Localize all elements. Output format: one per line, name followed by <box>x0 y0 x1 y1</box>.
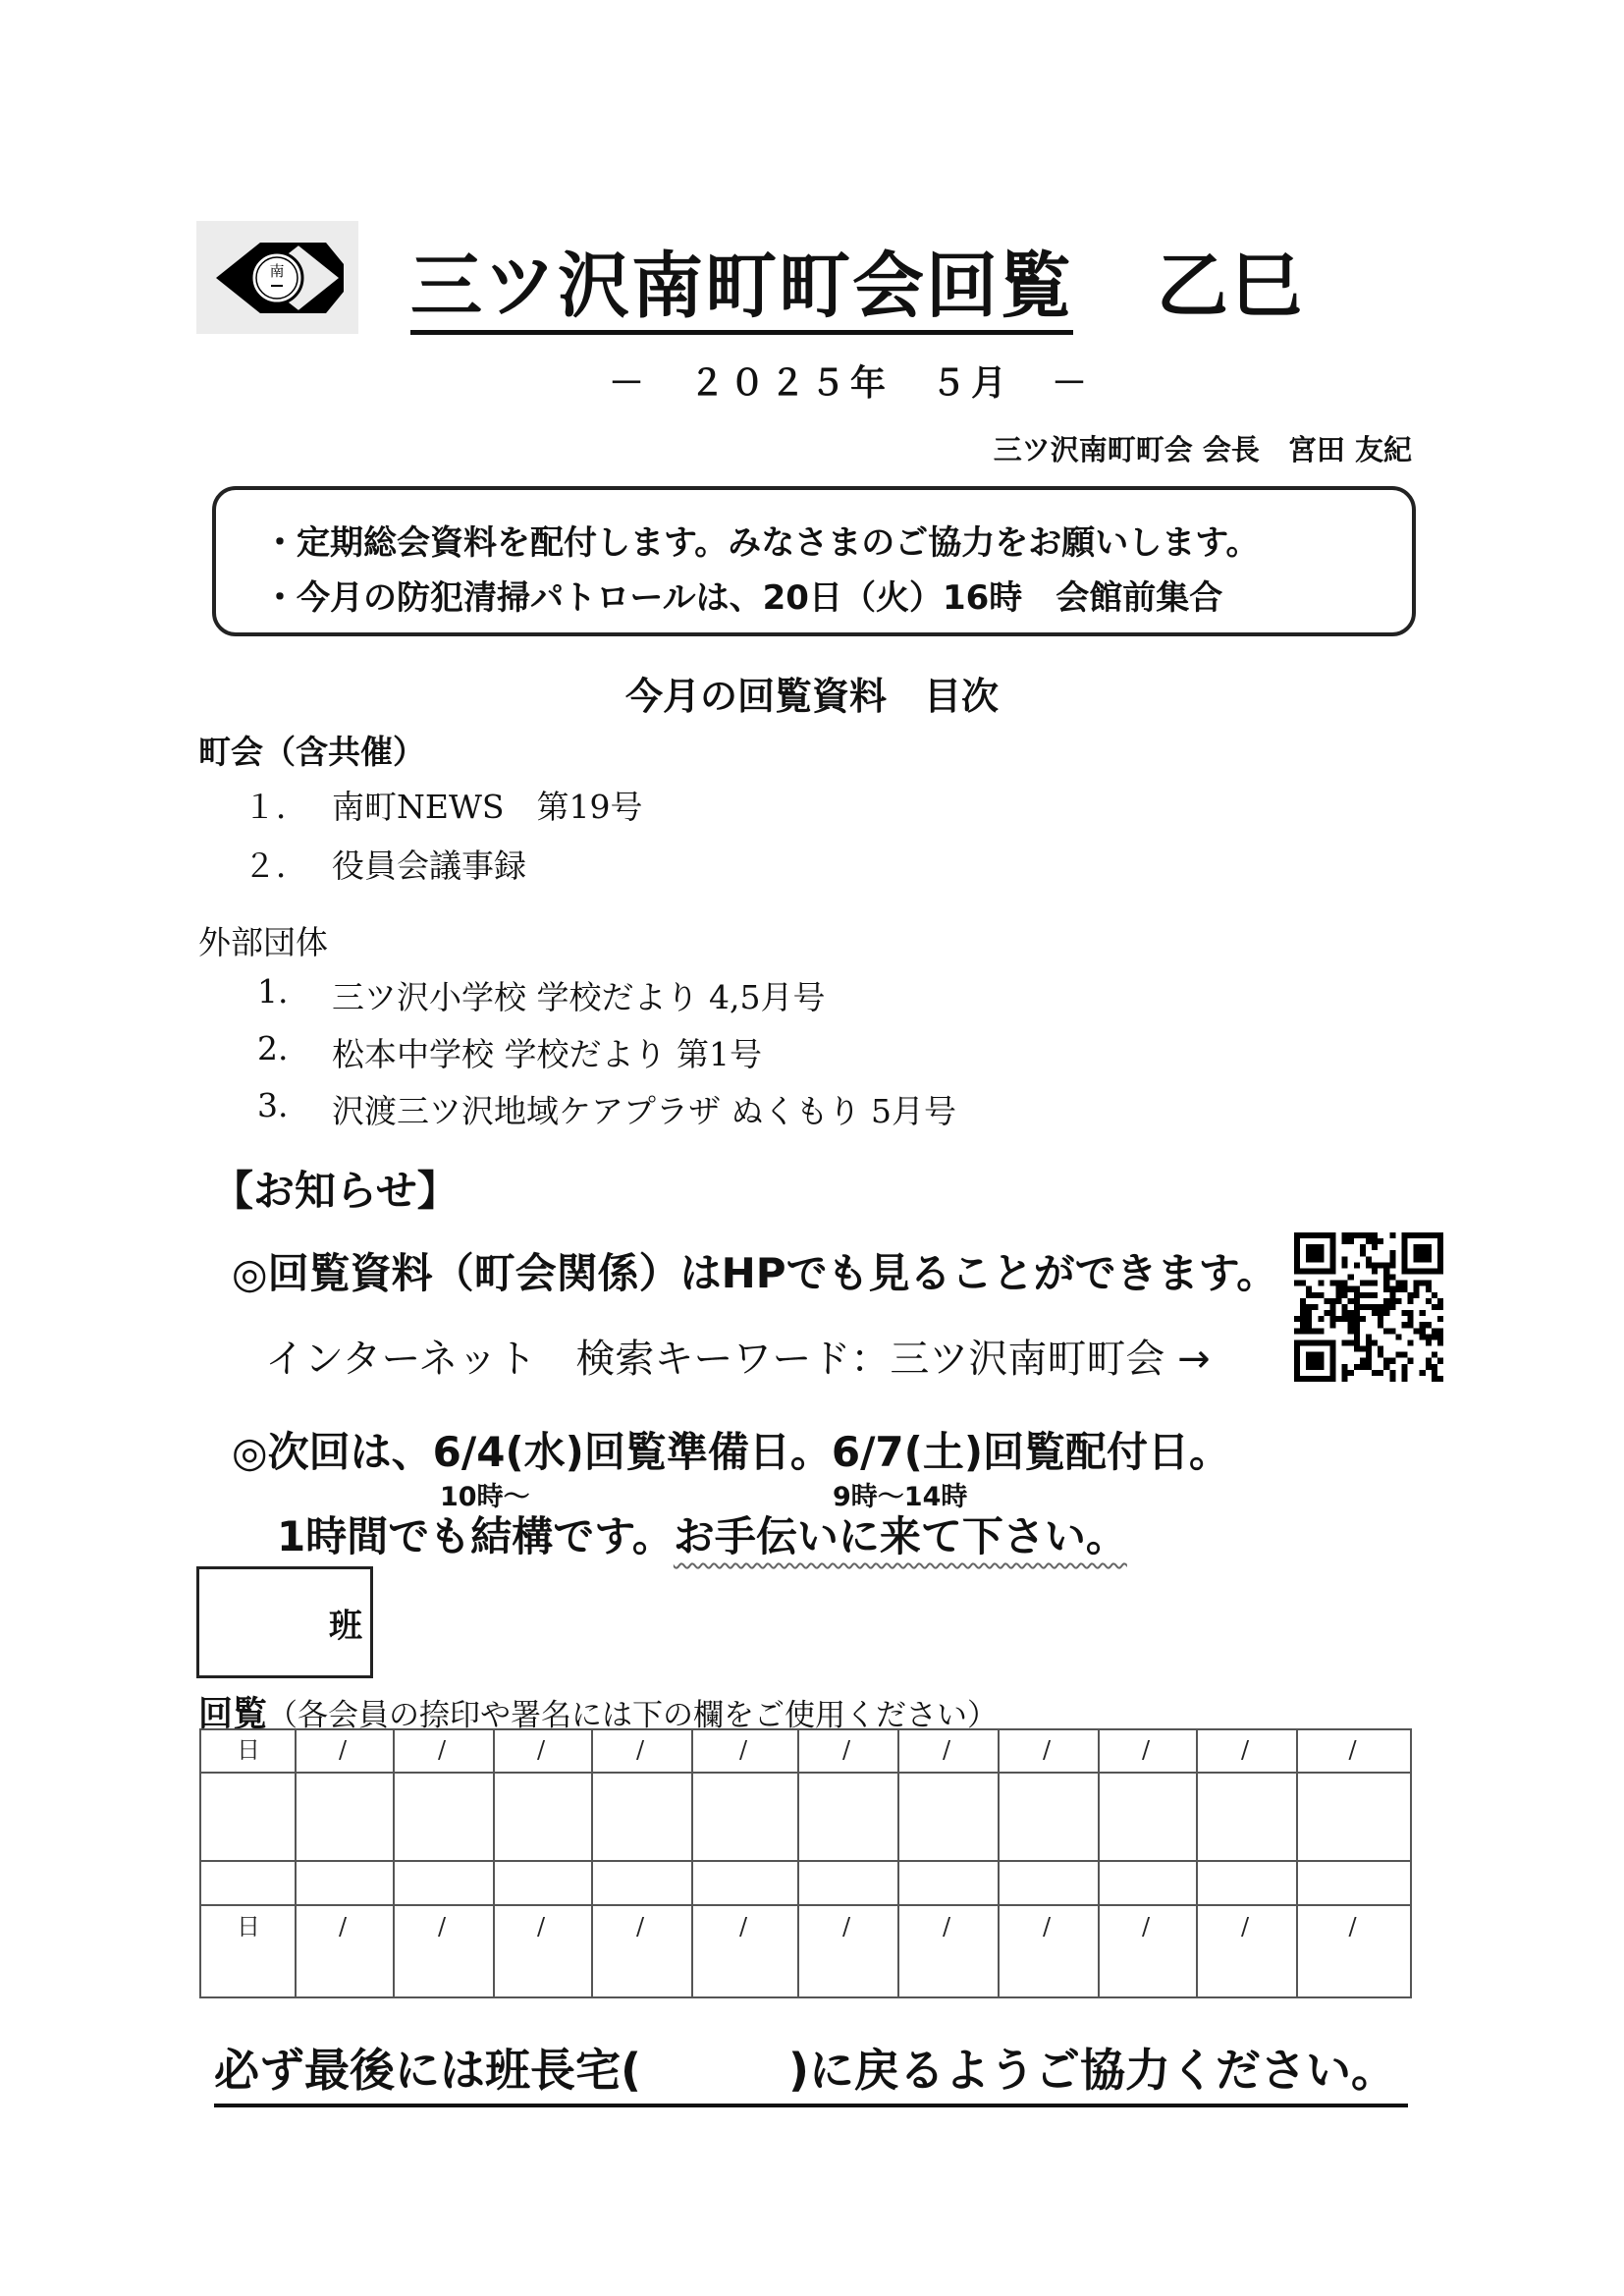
section-external-title: 外部団体 <box>198 923 328 961</box>
date-slash: / <box>739 1913 748 1941</box>
date-slash: / <box>1142 1736 1151 1764</box>
section-chokai-title: 町会（含共催） <box>198 733 425 771</box>
toc-item-number: ２． <box>244 847 308 885</box>
date-slash: / <box>438 1736 447 1764</box>
help-prefix: 1時間でも結構です。 <box>277 1512 674 1560</box>
circulation-table <box>199 1728 1412 1998</box>
date-slash: / <box>537 1736 546 1764</box>
help-emphasis: お手伝いに来て下さい。 <box>673 1512 1127 1560</box>
date-slash: / <box>1043 1913 1052 1941</box>
hp-announcement: ◎回覧資料（町会関係）はHPでも見ることができます。 <box>232 1249 1278 1297</box>
date-slash: / <box>1043 1736 1052 1764</box>
toc-item-text: 沢渡三ツ沢地域ケアプラザ ぬくもり 5月号 <box>332 1092 956 1130</box>
emblem-glyph: 南 <box>269 262 285 280</box>
search-keyword-line: インターネット 検索キーワード：三ツ沢南町町会 → <box>265 1337 1211 1382</box>
title-main: 三ツ沢南町町会回覧 <box>410 245 1073 335</box>
date-slash: / <box>842 1913 851 1941</box>
date-slash: / <box>339 1913 348 1941</box>
date-slash: / <box>1241 1913 1250 1941</box>
date-slash: / <box>339 1736 348 1764</box>
circulation-note: （各会員の捺印や署名には下の欄をご使用ください） <box>267 1698 999 1733</box>
dist-time: 9時～14時 <box>833 1482 968 1512</box>
day-label: 日 <box>237 1736 260 1764</box>
prep-date: 6/4(水)回覧準備日。 <box>432 1428 832 1476</box>
notice-line: ・定期総会資料を配付します。みなさまのご協力をお願いします。 <box>263 523 1260 563</box>
date-slash: / <box>943 1736 951 1764</box>
issue-date: － ２０２５年 ５月 － <box>609 363 1093 404</box>
date-slash: / <box>943 1913 951 1941</box>
closing-line <box>214 2035 1408 2107</box>
closing-prefix: 必ず最後には班長宅( <box>214 2044 642 2097</box>
date-slash: / <box>739 1736 748 1764</box>
author-line: 三ツ沢南町町会 会長 宮田 友紀 <box>993 433 1412 466</box>
circulation-title: 回覧 <box>198 1695 268 1734</box>
toc-item-number: １． <box>244 788 308 826</box>
toc-item-text: 南町NEWS 第19号 <box>332 788 643 826</box>
date-slash: / <box>636 1736 645 1764</box>
qr-code[interactable] <box>1294 1232 1443 1382</box>
toc-item-text: 松本中学校 学校だより 第1号 <box>332 1035 762 1073</box>
closing-suffix: )に戻るようご協力ください。 <box>788 2044 1397 2097</box>
page-title <box>410 228 1304 331</box>
group-number-box[interactable] <box>196 1566 373 1678</box>
notice-box <box>212 486 1416 636</box>
town-emblem-logo <box>196 221 358 334</box>
date-slash: / <box>636 1913 645 1941</box>
date-slash: / <box>1241 1736 1250 1764</box>
date-slash: / <box>438 1913 447 1941</box>
date-slash: / <box>537 1913 546 1941</box>
toc-item-text: 三ツ沢小学校 学校だより 4,5月号 <box>332 978 826 1016</box>
title-era: 乙巳 <box>1157 245 1304 328</box>
toc-item-number: 1. <box>257 972 289 1011</box>
toc-item-text: 役員会議事録 <box>332 847 526 885</box>
next-prefix: ◎次回は、 <box>232 1428 433 1476</box>
toc-item-number: 2. <box>257 1029 289 1067</box>
notice-line: ・今月の防犯清掃パトロールは、20日（火）16時 会館前集合 <box>263 578 1223 618</box>
toc-item-number: 3. <box>257 1086 289 1124</box>
announcements-heading: 【お知らせ】 <box>212 1167 459 1215</box>
help-line <box>277 1504 1127 1563</box>
date-slash: / <box>1348 1736 1357 1764</box>
dist-date: 6/7(土)回覧配付日。 <box>831 1428 1231 1476</box>
next-schedule-line <box>232 1420 1230 1479</box>
toc-heading: 今月の回覧資料 目次 <box>624 675 999 718</box>
date-slash: / <box>1142 1913 1151 1941</box>
day-label: 日 <box>237 1913 260 1941</box>
date-slash: / <box>842 1736 851 1764</box>
date-slash: / <box>1348 1913 1357 1941</box>
prep-time: 10時～ <box>440 1482 530 1512</box>
group-label: 班 <box>329 1607 362 1646</box>
